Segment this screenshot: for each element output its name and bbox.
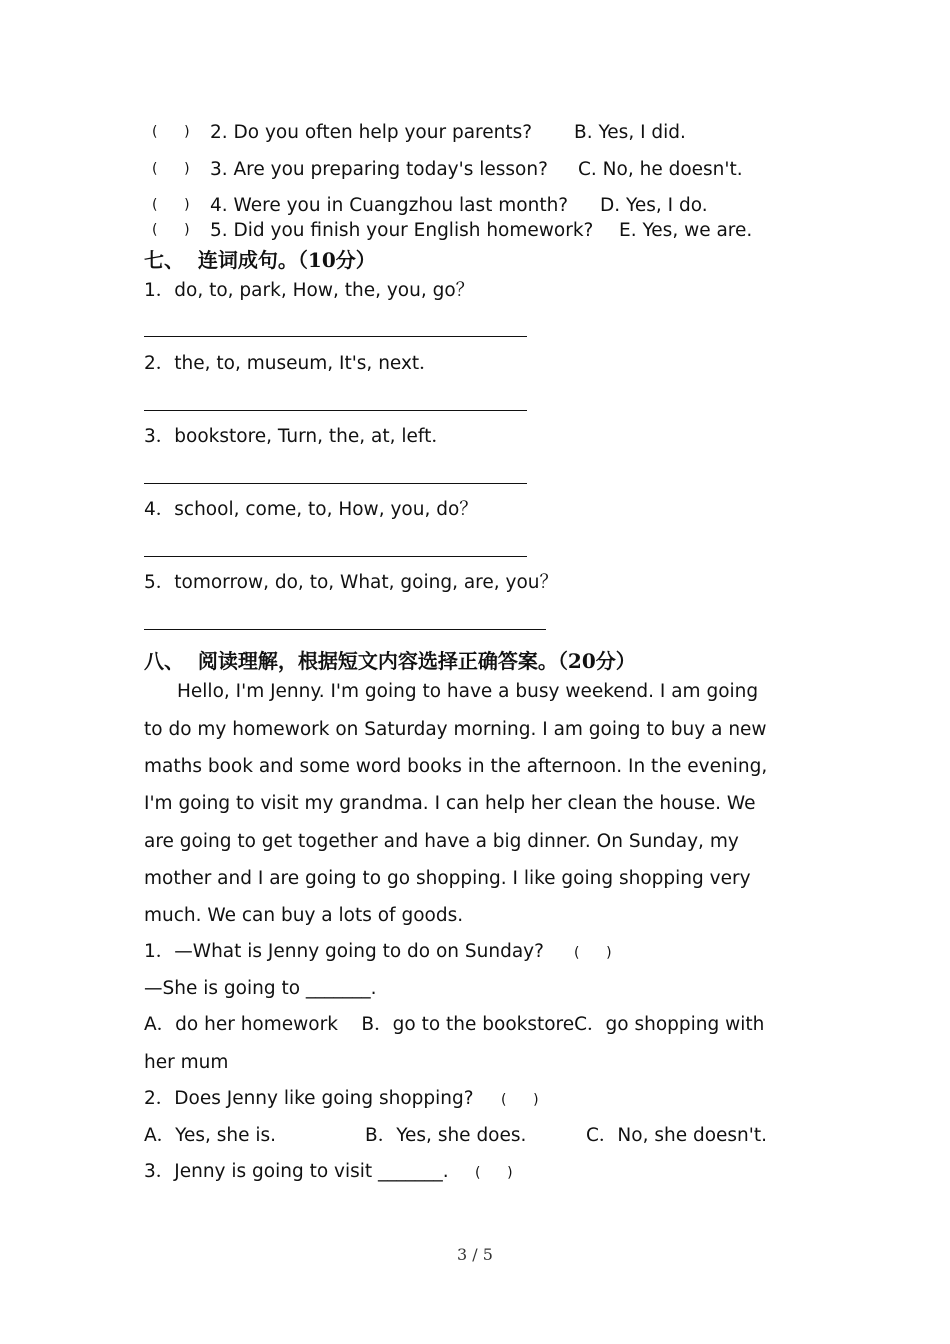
page-number: 3 / 5 — [457, 1245, 493, 1264]
passage-line: mother and I are going to go shopping. I like going shopping very — [144, 868, 751, 889]
matching-answer: D. Yes, I do. — [600, 195, 708, 216]
passage-line: to do my homework on Saturday morning. I am going to buy a new — [144, 719, 767, 740]
matching-question: 3. Are you preparing today's lesson? — [210, 159, 548, 180]
question-1-answer: —She is going to _______. — [144, 978, 377, 999]
passage-line: Hello, I'm Jenny. I'm going to have a busy weekend. I am going — [177, 681, 759, 702]
matching-answer: C. No, he doesn't. — [578, 159, 743, 180]
answer-line-3[interactable] — [144, 483, 527, 484]
section-8-heading: 八、 阅读理解，根据短文内容选择正确答案。（20分） — [144, 649, 636, 673]
section-7-heading: 七、 连词成句。（10分） — [144, 248, 376, 272]
passage-line: maths book and some word books in the afternoon. In the evening, — [144, 756, 768, 777]
sentence-item-1: 1．do, to, park, How, the, you, go？ — [144, 280, 475, 301]
sentence-item-5: 5．tomorrow, do, to, What, going, are, you？ — [144, 572, 559, 593]
question-2-option-a: A．Yes, she is. — [144, 1125, 277, 1146]
passage-line: are going to get together and have a big dinner. On Sunday, my — [144, 831, 739, 852]
answer-paren[interactable]: ( ) — [152, 222, 190, 238]
matching-question: 5. Did you finish your English homework? — [210, 220, 594, 241]
question-2-option-b: B．Yes, she does. — [365, 1125, 527, 1146]
matching-question: 4. Were you in Cuangzhou last month? — [210, 195, 569, 216]
answer-paren[interactable]: ( ) — [152, 124, 190, 140]
passage-line: much. We can buy a lots of goods. — [144, 905, 464, 926]
answer-line-2[interactable] — [144, 410, 527, 411]
matching-answer: E. Yes, we are. — [619, 220, 753, 241]
question-1-options-cont: her mum — [144, 1052, 229, 1073]
answer-paren[interactable]: ( ) — [574, 945, 612, 961]
answer-paren[interactable]: ( ) — [501, 1092, 539, 1108]
answer-line-4[interactable] — [144, 556, 527, 557]
sentence-item-3: 3．bookstore, Turn, the, at, left． — [144, 426, 450, 447]
answer-paren[interactable]: ( ) — [475, 1165, 513, 1181]
question-3: 3．Jenny is going to visit _______. — [144, 1161, 449, 1182]
passage-line: I'm going to visit my grandma. I can help her clean the house. We — [144, 793, 756, 814]
answer-line-5[interactable] — [144, 629, 546, 630]
matching-answer: B. Yes, I did. — [574, 122, 686, 143]
sentence-item-2: 2．the, to, museum, It's, next． — [144, 353, 438, 374]
sentence-item-4: 4．school, come, to, How, you, do？ — [144, 499, 478, 520]
question-2: 2．Does Jenny like going shopping? — [144, 1088, 474, 1109]
answer-line-1[interactable] — [144, 336, 527, 337]
question-1: 1．—What is Jenny going to do on Sunday? — [144, 941, 544, 962]
matching-question: 2. Do you often help your parents? — [210, 122, 533, 143]
question-1-options: A．do her homework B．go to the bookstoreC．go shopping with — [144, 1014, 765, 1035]
answer-paren[interactable]: ( ) — [152, 197, 190, 213]
answer-paren[interactable]: ( ) — [152, 161, 190, 177]
question-2-option-c: C．No, she doesn't. — [586, 1125, 767, 1146]
